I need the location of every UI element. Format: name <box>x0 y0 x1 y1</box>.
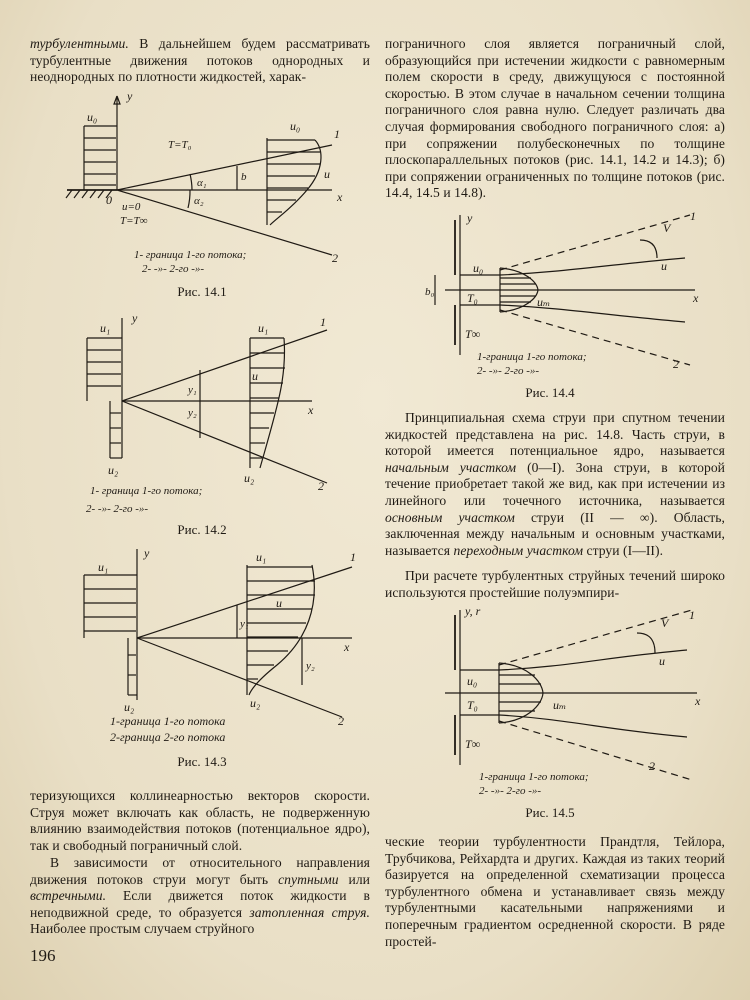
figure-14-4 <box>425 210 715 385</box>
label-1: 1 <box>689 608 695 622</box>
label-x: x <box>308 403 314 417</box>
legend-line-1: 1-граница 1-го потока; <box>479 771 589 783</box>
italic-term: спутными <box>278 871 339 887</box>
italic-term: переходным участком <box>453 542 584 558</box>
label-u2-right: u₂ <box>250 696 261 710</box>
legend-line-2: 2- -»- 2-го -»- <box>142 263 205 275</box>
left-upper-profile <box>87 338 122 401</box>
left-paragraph-1 <box>30 36 370 86</box>
figure-14-5 <box>427 605 717 805</box>
label-2: 2 <box>338 714 344 728</box>
left-upper-profile <box>84 575 137 638</box>
label-1: 1 <box>690 209 696 223</box>
label-origin: 0 <box>106 193 112 207</box>
label-u2-left: u₂ <box>108 463 119 477</box>
label-u1-right: u₁ <box>256 550 267 564</box>
label-um: uₘ <box>537 295 551 309</box>
label-x: x <box>337 190 343 204</box>
paragraph-text: Принципиальная схема струи при спутном течении жидкостей представлена на рис. 14.8. Часть струи, в которой имеется потенциальное ядро, называется <box>385 410 725 459</box>
label-T0: T₀ <box>467 698 478 712</box>
legend-line-2: 2-граница 2-го потока <box>110 730 226 744</box>
figure-caption: Рис. 14.3 <box>177 754 227 769</box>
left-paragraph-3 <box>30 855 370 938</box>
page-number: 196 <box>30 946 56 965</box>
label-u: u <box>659 654 665 668</box>
inner-boundary-lower <box>500 305 685 322</box>
right-paragraph-1: пограничного слоя является пограничный слой, образующийся при истечении жидкости с равномерным полем скорости в среду, движущуюся с постоянной скоростью. В этом случае в начальном сечении толщина пограничного слоя равна нулю. Следует различать два случая формирования свободного пограничного слоя: а) при сопряжении полубесконечных по толщине плоскопараллельных потоков (рис. 14.1, 14.2 и 14.3); б) при сопряжении ограниченных по толщине потоков (рис. 14.4, 14.5 и 14.8). <box>385 36 725 201</box>
label-2: 2 <box>649 759 655 773</box>
label-u: u <box>252 369 258 383</box>
right-paragraph-3: При расчете турбулентных струйных течений широко используются простейшие полуэмпири- <box>385 568 725 600</box>
label-u1-right: u₁ <box>258 321 269 335</box>
paragraph-text: В дальнейшем будем рассматривать турбулентные движения потоков однородных и неоднородных по плотности жидкостей, харак- <box>30 36 370 85</box>
alpha1-arc <box>190 174 192 190</box>
label-b0: b₀ <box>425 286 435 298</box>
label-y: y <box>467 211 473 225</box>
alpha2-arc <box>188 190 190 208</box>
outer-profile-curve <box>637 633 655 653</box>
legend-line-1: 1- граница 1-го потока; <box>90 485 203 497</box>
legend-line-2: 2- -»- 2-го -»- <box>86 503 149 515</box>
label-2: 2 <box>332 251 338 265</box>
boundary-line-2 <box>137 638 342 717</box>
paragraph-text: Если движется поток жидкости в неподвижной среде, то образуется <box>30 888 370 920</box>
left-lower-profile <box>110 401 122 458</box>
label-V: V <box>663 221 671 235</box>
label-u2-right: u₂ <box>244 471 255 485</box>
figure-caption: Рис. 14.2 <box>177 522 227 537</box>
label-u: u <box>276 596 282 610</box>
label-alpha1: α₁ <box>197 177 207 189</box>
label-y: y <box>127 89 133 103</box>
right-paragraph-2 <box>385 410 725 559</box>
boundary-line-1 <box>122 330 327 401</box>
label-b: b <box>241 171 247 183</box>
label-T0: T₀ <box>467 291 478 305</box>
italic-term: начальным участком <box>385 459 517 475</box>
label-1: 1 <box>350 550 356 564</box>
italic-term: основным участком <box>385 509 515 525</box>
right-velocity-profile <box>250 338 285 468</box>
label-1: 1 <box>320 315 326 329</box>
paragraph-text: (0—I). Зона струи, в которой течение приобретает такой же вид, как при истечении из линейного или точечного источника, называется <box>385 459 725 508</box>
figure-14-3 <box>62 545 362 755</box>
label-T-eq: T=T₀ <box>168 139 192 151</box>
right-velocity-profile <box>267 138 321 225</box>
label-u0-right: u₀ <box>290 119 301 133</box>
figure-14-1 <box>62 90 362 285</box>
legend-line-1: 1-граница 1-го потока <box>110 714 226 728</box>
label-y: y, r <box>465 604 481 618</box>
italic-term: встречными. <box>30 888 107 904</box>
paragraph-text: струи (I—II). <box>583 542 664 558</box>
paragraph-text: или <box>338 871 370 887</box>
figure-caption: Рис. 14.1 <box>177 284 227 299</box>
label-2: 2 <box>673 357 679 371</box>
boundary-line-2 <box>117 190 332 255</box>
label-u0-left: u₀ <box>87 110 98 124</box>
label-u1-left: u₁ <box>98 560 109 574</box>
inner-boundary-lower <box>499 715 687 737</box>
figure-14-2 <box>62 308 362 523</box>
left-paragraph-2: теризующихся коллинеарностью векторов скорости. Струя может включать как область, не подверженную влиянию взаимодействия потоков (потенциальное ядро), так и свободный пограничный слой. <box>30 788 370 853</box>
label-y2: y₂ <box>188 407 197 419</box>
inner-boundary-upper <box>500 258 685 275</box>
label-y1: y₁ <box>188 384 197 396</box>
label-T-inf: T∞ <box>465 327 481 341</box>
label-y2: y₂ <box>306 660 315 672</box>
outer-profile-curve <box>640 240 657 258</box>
label-x: x <box>344 640 350 654</box>
legend-line-2: 2- -»- 2-го -»- <box>477 365 540 377</box>
label-u0: u₀ <box>467 674 478 688</box>
left-lower-profile <box>128 638 137 695</box>
label-y1: y₁ <box>240 618 249 630</box>
label-um: uₘ <box>553 698 567 712</box>
right-paragraph-4: ческие теории турбулентности Прандтля, Тейлора, Трубчикова, Рейхардта и других. Каждая из таких теорий базируется на определенной схематизации процесса турбулентного обмена и устанавливает связь между турбулентными касательными напряжениями и поперечным градиентом осредненной скорости. В ряде простей- <box>385 834 725 949</box>
label-V: V <box>661 616 669 630</box>
figure-caption: Рис. 14.5 <box>525 805 575 820</box>
label-u: u <box>661 259 667 273</box>
figure-caption: Рис. 14.4 <box>525 385 575 400</box>
legend-line-1: 1-граница 1-го потока; <box>477 351 587 363</box>
label-u2-left: u₂ <box>124 700 135 714</box>
italic-term: затопленная струя. <box>249 904 371 920</box>
label-1: 1 <box>334 127 340 141</box>
label-T-inf: T=T∞ <box>120 215 148 227</box>
legend-line-2: 2- -»- 2-го -»- <box>479 785 542 797</box>
legend-line-1: 1- граница 1-го потока; <box>134 249 247 261</box>
label-x: x <box>695 694 701 708</box>
label-u1-left: u₁ <box>100 321 111 335</box>
label-y: y <box>132 311 138 325</box>
paragraph-text: струи (II — ∞). Область, заключенная между начальным и основным участками, называется <box>385 509 725 558</box>
left-velocity-profile <box>84 126 117 190</box>
label-u0: u₀ <box>473 261 484 275</box>
label-u: u <box>324 167 330 181</box>
label-T-inf: T∞ <box>465 737 481 751</box>
paragraph-text: В зависимости от относительного направления движения потоков струи могут быть <box>30 855 370 887</box>
label-u-zero: u=0 <box>122 201 141 213</box>
label-y: y <box>144 546 150 560</box>
label-alpha2: α₂ <box>194 195 204 207</box>
paragraph-text: Наиболее простым случаем струйного <box>30 921 255 937</box>
italic-term: турбулентными. <box>30 36 129 51</box>
boundary-line-2 <box>122 401 327 483</box>
label-2: 2 <box>318 479 324 493</box>
label-x: x <box>693 291 699 305</box>
right-velocity-profile <box>247 565 315 695</box>
